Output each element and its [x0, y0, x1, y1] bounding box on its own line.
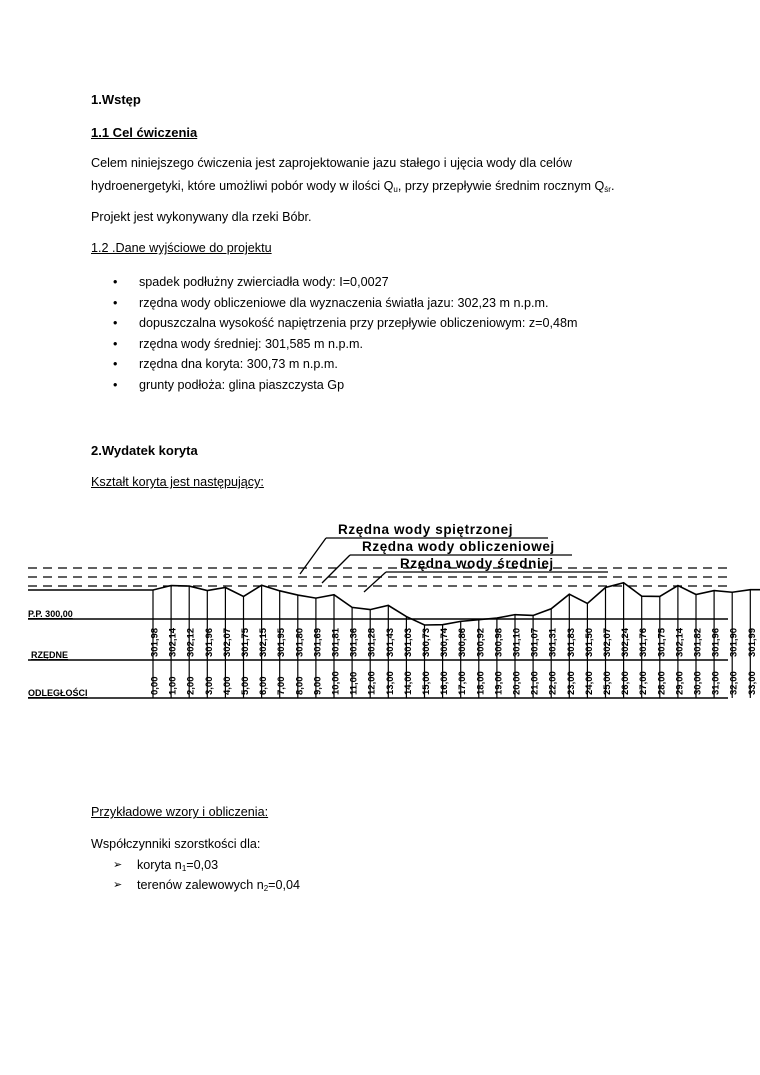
elevation-tick-label: 302,14 [674, 627, 686, 657]
elevation-tick-label: 300,73 [421, 627, 432, 657]
distance-tick-label: 31,00 [710, 671, 722, 695]
elevation-tick-label: 301,96 [710, 627, 722, 657]
water-level-annotation: Rzędna wody średniej [400, 556, 554, 571]
distance-tick-label: 13,00 [384, 671, 396, 695]
bullet-icon: • [113, 377, 118, 392]
elevation-tick-label: 301,83 [565, 627, 577, 657]
distance-tick-label: 0,00 [149, 676, 161, 695]
distance-tick-label: 1,00 [167, 676, 179, 695]
distance-tick-label: 6,00 [258, 676, 270, 695]
elevation-tick-label: 301,96 [203, 627, 215, 657]
water-level-annotation: Rzędna wody obliczeniowej [362, 539, 555, 554]
bullet-icon: • [113, 295, 118, 310]
input-data-item [113, 354, 578, 375]
distance-tick-label: 30,00 [692, 671, 704, 695]
elevation-tick-label: 301,76 [638, 627, 650, 657]
distance-tick-label: 16,00 [439, 671, 451, 695]
arrow-bullet-icon: ➢ [113, 879, 123, 891]
paragraph-river: Projekt jest wykonywany dla rzeki Bóbr. [91, 210, 312, 224]
elevation-tick-label: 301,75 [240, 627, 251, 657]
roughness-item: ➢ koryta $n_1=0,03$ [113, 855, 300, 875]
elevation-tick-label: 300,98 [493, 627, 505, 657]
elevation-tick-label: 301,81 [330, 627, 342, 657]
input-data-item [113, 334, 578, 355]
distance-tick-label: 2,00 [185, 676, 197, 695]
elevation-tick-label: 302,12 [185, 627, 197, 657]
input-data-text: rzędna dna koryta: 300,73 m n.p.m. [139, 357, 338, 371]
elevation-tick-label: 301,82 [692, 627, 704, 657]
input-data-item [113, 293, 578, 314]
roughness-item: ➢ terenów zalewowych $n_2=0,04$ [113, 875, 300, 895]
distance-tick-label: 11,00 [348, 671, 360, 695]
paragraph-purpose [91, 152, 691, 198]
water-level-annotation: Rzędna wody spiętrzonej [338, 522, 514, 537]
elevation-tick-label: 302,24 [620, 627, 632, 657]
elevation-tick-label: 302,14 [167, 627, 179, 657]
elevation-tick-label: 301,43 [384, 627, 396, 657]
roughness-list [113, 855, 300, 895]
elevation-tick-label: 301,50 [583, 627, 595, 657]
arrow-bullet-icon: ➢ [113, 859, 123, 871]
distance-tick-label: 12,00 [366, 671, 378, 695]
channel-shape-label: Kształt koryta jest następujący: [91, 475, 264, 489]
distance-tick-label: 25,00 [602, 671, 613, 695]
distance-tick-label: 24,00 [583, 671, 595, 695]
distance-tick-label: 19,00 [493, 671, 505, 695]
input-data-item [113, 375, 578, 396]
subsection-1-1-title: 1.1 Cel ćwiczenia [91, 125, 198, 140]
distance-tick-label: 29,00 [674, 671, 686, 695]
distance-tick-label: 18,00 [475, 671, 487, 695]
elevation-tick-label: 300,74 [439, 627, 451, 657]
input-data-text: rzędna wody średniej: 301,585 m n.p.m. [139, 336, 364, 351]
elevation-tick-label: 301,07 [529, 627, 541, 657]
section-1-title: 1.Wstęp [91, 92, 141, 107]
input-data-item [113, 313, 578, 334]
elevations-row-label: RZĘDNE [31, 650, 69, 660]
distance-tick-label: 7,00 [276, 676, 288, 695]
elevation-tick-label: 301,90 [728, 627, 740, 657]
distance-tick-label: 8,00 [294, 676, 306, 695]
distance-tick-label: 21,00 [529, 671, 541, 695]
elevation-tick-label: 301,28 [366, 627, 378, 657]
channel-profile-chart [0, 510, 760, 710]
bullet-icon: • [113, 357, 118, 371]
elevation-tick-label: 301,95 [276, 627, 288, 657]
datum-label: P.P. 300,00 [28, 609, 73, 619]
elevation-tick-label: 302,07 [602, 627, 613, 657]
elevation-tick-label: 300,86 [457, 627, 469, 657]
section-2-title: 2.Wydatek koryta [91, 443, 198, 458]
distance-tick-label: 26,00 [620, 671, 632, 695]
input-data-text: dopuszczalna wysokość napiętrzenia przy przepływie obliczeniowym: z=0,48m [139, 316, 578, 330]
elevation-tick-label: 302,07 [221, 627, 233, 657]
annotation-leader-line [364, 572, 386, 592]
distance-tick-label: 4,00 [221, 676, 233, 695]
input-data-text: spadek podłużny zwierciadła wody: I=0,0027 [139, 275, 389, 289]
elevation-tick-label: 301,03 [402, 627, 414, 657]
elevation-tick-label: 301,99 [746, 627, 758, 657]
annotation-leader-line [322, 555, 350, 583]
bullet-icon: • [113, 336, 118, 351]
elevation-tick-label: 301,10 [511, 627, 523, 657]
distance-tick-label: 22,00 [547, 671, 559, 695]
elevation-tick-label: 301,36 [348, 627, 360, 657]
input-data-list [113, 272, 578, 395]
elevation-tick-label: 301,80 [294, 627, 306, 657]
elevation-tick-label: 301,31 [547, 627, 559, 657]
distance-tick-label: 14,00 [402, 671, 414, 695]
subsection-1-2-title: 1.2 .Dane wyjściowe do projektu [91, 241, 272, 255]
distance-tick-label: 28,00 [656, 671, 668, 695]
elevation-tick-label: 301,98 [149, 627, 161, 657]
examples-label: Przykładowe wzory i obliczenia: [91, 805, 269, 819]
distance-tick-label: 23,00 [565, 671, 577, 695]
bullet-icon: • [113, 275, 118, 289]
distance-tick-label: 17,00 [457, 671, 469, 695]
distance-tick-label: 27,00 [638, 671, 650, 695]
distance-tick-label: 3,00 [203, 676, 215, 695]
distance-tick-label: 9,00 [312, 676, 324, 695]
elevation-tick-label: 301,69 [312, 627, 324, 657]
bullet-icon: • [113, 316, 118, 330]
distance-tick-label: 5,00 [240, 676, 251, 695]
roughness-label: Współczynniki szorstkości dla: [91, 837, 261, 851]
distances-row-label: ODLEGŁOŚCI [28, 688, 88, 698]
input-data-text: grunty podłoża: glina piaszczysta Gp [139, 377, 345, 392]
distance-tick-label: 15,00 [421, 671, 432, 695]
paragraph-line: Celem niniejszego ćwiczenia jest zaprojektowanie jazu stałego i ujęcia wody dla celów [91, 156, 572, 170]
elevation-tick-label: 302,15 [258, 627, 270, 657]
distance-tick-label: 10,00 [330, 671, 342, 695]
elevation-tick-label: 301,75 [656, 627, 668, 657]
paragraph-line: hydroenergetyki, które umożliwi pobór wody w ilości $Q_u$, przy przepływie średnim rocznym $Q_{śr}$. [91, 179, 615, 194]
distance-tick-label: 20,00 [511, 671, 523, 695]
elevation-tick-label: 300,92 [475, 627, 487, 657]
input-data-text: rzędna wody obliczeniowe dla wyznaczenia światła jazu: 302,23 m n.p.m. [139, 295, 549, 310]
distance-tick-label: 32,00 [728, 671, 740, 695]
input-data-item [113, 272, 578, 293]
distance-tick-label: 33,00 [746, 671, 758, 695]
